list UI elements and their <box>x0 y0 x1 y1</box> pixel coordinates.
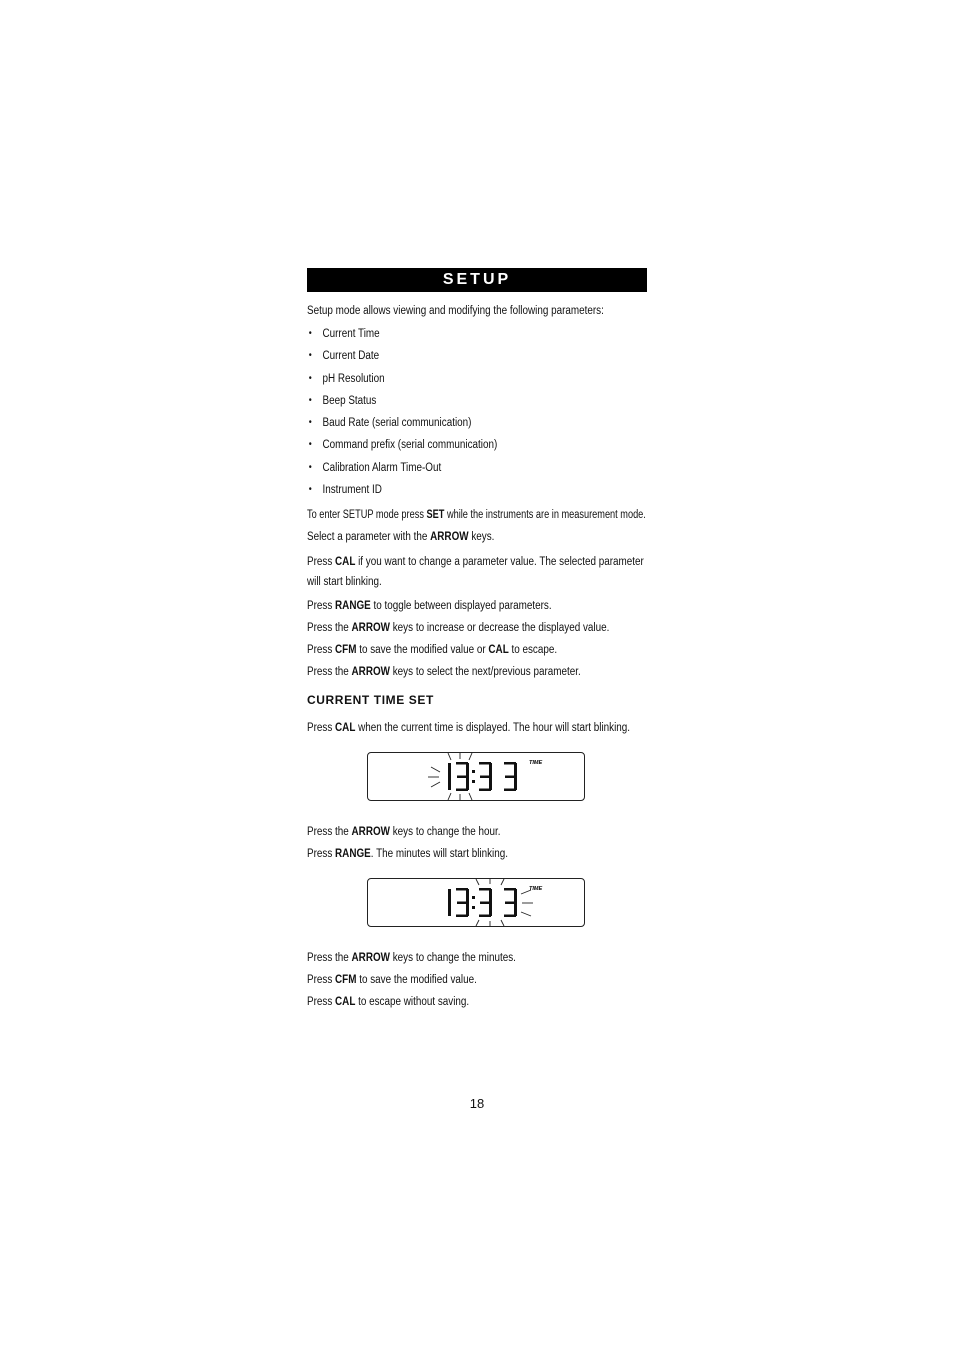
list-item: • Beep Status <box>307 390 646 412</box>
time-set-step-5: Press CFM to save the modified value. <box>307 974 477 987</box>
digit-3-icon <box>504 762 517 791</box>
time-set-step-4: Press the ARROW keys to change the minutes. <box>307 952 516 965</box>
digit-3-icon <box>479 888 492 917</box>
time-set-step-3: Press RANGE. The minutes will start blinking. <box>307 848 508 861</box>
intro-text: Setup mode allows viewing and modifying the following parameters: <box>307 305 604 317</box>
lcd-time-label: TIME <box>529 886 543 893</box>
select-parameter-instruction: Select a parameter with the ARROW keys. <box>307 531 495 544</box>
digit-3-icon <box>456 888 469 917</box>
list-item: • Baud Rate (serial communication) <box>307 412 646 434</box>
time-set-step-1: Press CAL when the current time is displayed. The hour will start blinking. <box>307 722 631 735</box>
digit-1-icon <box>448 763 451 790</box>
list-item: • Command prefix (serial communication) <box>307 434 646 456</box>
lcd-time-label: TIME <box>529 760 543 767</box>
digit-3-icon <box>479 762 492 791</box>
bullet-icon: • <box>308 461 312 473</box>
digit-3-icon <box>504 888 517 917</box>
lcd-display-minutes-blinking <box>367 878 585 927</box>
lcd-display-hour-blinking <box>367 752 585 801</box>
lcd-digits-svg <box>368 879 584 926</box>
bullet-icon: • <box>308 328 312 339</box>
section-title: SETUP <box>307 268 647 292</box>
bullet-icon: • <box>308 350 312 362</box>
range-instruction: Press RANGE to toggle between displayed parameters. <box>307 600 552 613</box>
list-item: • Current Time <box>307 323 646 345</box>
page-number: 18 <box>469 1096 485 1111</box>
subsection-title: CURRENT TIME SET <box>307 693 434 708</box>
time-set-step-2: Press the ARROW keys to change the hour. <box>307 826 501 839</box>
list-item: • Current Date <box>307 345 646 367</box>
lcd-digits-svg <box>368 753 584 800</box>
colon-icon <box>472 896 475 909</box>
bullet-icon: • <box>308 484 312 496</box>
bullet-icon: • <box>308 439 312 451</box>
setup-page <box>307 268 647 1010</box>
digit-1-icon <box>448 889 451 916</box>
list-item: • Instrument ID <box>307 479 646 501</box>
arrow-instruction: Press the ARROW keys to increase or decrease the displayed value. <box>307 622 610 635</box>
parameter-list <box>307 323 646 501</box>
colon-icon <box>472 770 475 783</box>
bullet-icon: • <box>308 394 312 406</box>
digit-3-icon <box>456 762 469 791</box>
list-item: • pH Resolution <box>307 368 646 390</box>
enter-setup-instruction: To enter SETUP mode press SET while the instruments are in measurement mode. <box>307 509 646 522</box>
bullet-icon: • <box>308 417 312 429</box>
bullet-icon: • <box>308 372 312 384</box>
cfm-instruction: Press CFM to save the modified value or CAL to escape. <box>307 644 558 657</box>
list-item: • Calibration Alarm Time-Out <box>307 457 646 479</box>
time-set-step-6: Press CAL to escape without saving. <box>307 996 470 1009</box>
next-parameter-instruction: Press the ARROW keys to select the next/previous parameter. <box>307 666 581 679</box>
cal-instruction: Press CAL if you want to change a parameter value. The selected parameter will start blinking. <box>307 556 644 589</box>
